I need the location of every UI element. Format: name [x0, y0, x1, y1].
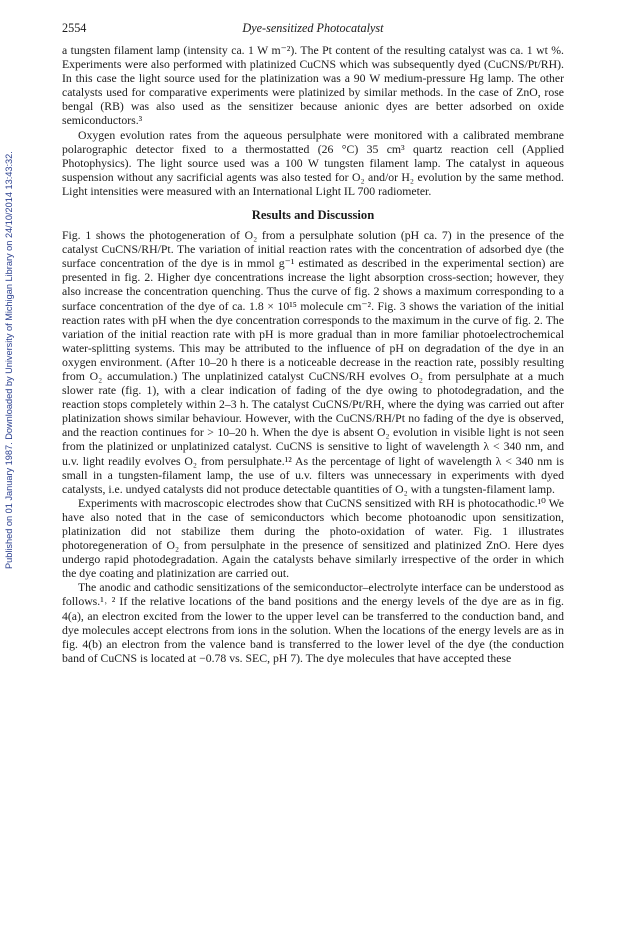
paragraph-results-3: The anodic and cathodic sensitizations of the semiconductor–electrolyte interface can be understood as follows.¹˒ ² If the relative locations of the band positions and the energy levels of the dye are as in fig. 4(a), an electron excited from the lower to the upper level can be transferred to the conduction band, and dye molecules accept electrons from ions in the solution. When the locations of the energy levels are as in fig. 4(b) an electron from the valence band is transferred to the lower level of the dye (the conduction band of CuCNS is located at −0.78 vs. SEC, pH 7). The dye molecules that have accepted these — [62, 581, 564, 665]
paragraph-intro-2: Oxygen evolution rates from the aqueous persulphate were monitored with a calibrated membrane polarographic detector fixed to a thermostatted (26 °C) 35 cm³ quartz reaction cell (Applied Photophysics). The light source used was a 100 W tungsten filament lamp. The catalyst in aqueous suspension without any sacrificial agents was also tested for O₂ and/or H₂ evolution by the same method. Light intensities were measured with an International Light IL 700 radiometer. — [62, 128, 564, 198]
page-header — [62, 21, 564, 37]
section-heading: Results and Discussion — [251, 208, 375, 223]
paragraph-results-1: Fig. 1 shows the photogeneration of O₂ from a persulphate solution (pH ca. 7) in the presence of the catalyst CuCNS/RH/Pt. The variation of initial reaction rates with the concentration of adsorbed dye (the surface concentration of the dye is in mmol g⁻¹ estimated as described in the experimental section) are presented in fig. 2. Higher dye concentrations increase the light absorption cross-section; however, they also increase the concentration quenching. Thus the curve of fig. 2 shows a maximum corresponding to a surface concentration of the dye of ca. 1.8 × 10¹⁵ molecule cm⁻². Fig. 3 shows the variation of the initial reaction rates with pH when the dye concentration corresponds to the maximum in the curve of fig. 2. The variation of the initial reaction rate with pH is more gradual than in more familiar photoelectrochemical water-splitting systems. This may be attributed to the influence of pH on degradation of the dye in an oxygen environment. (After 10–20 h there is a noticeable decrease in the reaction rate, possibly resulting from O₂ accumulation.) The unplatinized catalyst CuCNS/RH evolves O₂ from persulphate at a much slower rate (fig. 1), with a clear indication of fading of the dye owing to photodegradation, and the reaction stops completely within 2–3 h. The catalyst CuCNS/Pt/RH, where the dying was carried out after platinization shows similar behaviour. However, with the CuCNS/RH/Pt no fading of the dye is observed, and the reaction continues for > 10–20 h. When the dye is absent O₂ evolution in visible light is not seen from the platinized or unplatinized catalyst. CuCNS is sensitive to light of wavelength λ < 340 nm, and u.v. light readily evolves O₂ from persulphate.¹² As the percentage of light of wavelength λ < 340 nm is small in a tungsten-filament lamp, the use of u.v. filters was unnecessary in experiments with dyed catalysts, i.e. undyed catalysts did not produce detectable quantities of O₂ with a tungsten-filament lamp. — [62, 229, 564, 496]
paragraph-results-2: Experiments with macroscopic electrodes show that CuCNS sensitized with RH is photocathodic.¹⁰ We have also noted that in the case of semiconductors which become photoanodic upon sensitization, platinization did not stabilize them during the photo-oxidation of water. Fig. 1 illustrates photoregeneration of O₂ from persulphate in the presence of sensitized and platinized ZnO. Here dyes undergo rapid photodegradation. Again the catalysts behave similarly irrespective of the order in which the dye coating and platinization are carried out. — [62, 496, 564, 581]
page-number: 2554 — [62, 21, 87, 35]
download-watermark: Published on 01 January 1987. Downloaded by University of Michigan Library on 24/10/2014 13:43:32. — [4, 151, 14, 569]
body-text — [62, 44, 564, 666]
paragraph-intro-1: a tungsten filament lamp (intensity ca. 1 W m⁻²). The Pt content of the resulting catalyst was ca. 1 wt %. Experiments were also performed with platinized CuCNS which was subsequently dyed (CuCNS/Pt/RH). In this case the light source used for the platinization was a 90 W medium-pressure Hg lamp. The other catalysts used for comparative experiments were platinized by similar methods. In the case of ZnO, rose bengal (RB) was also used as the sensitizer because anionic dyes are better adsorbed on oxide semiconductors.³ — [62, 44, 564, 128]
running-title: Dye-sensitized Photocatalyst — [242, 21, 384, 35]
